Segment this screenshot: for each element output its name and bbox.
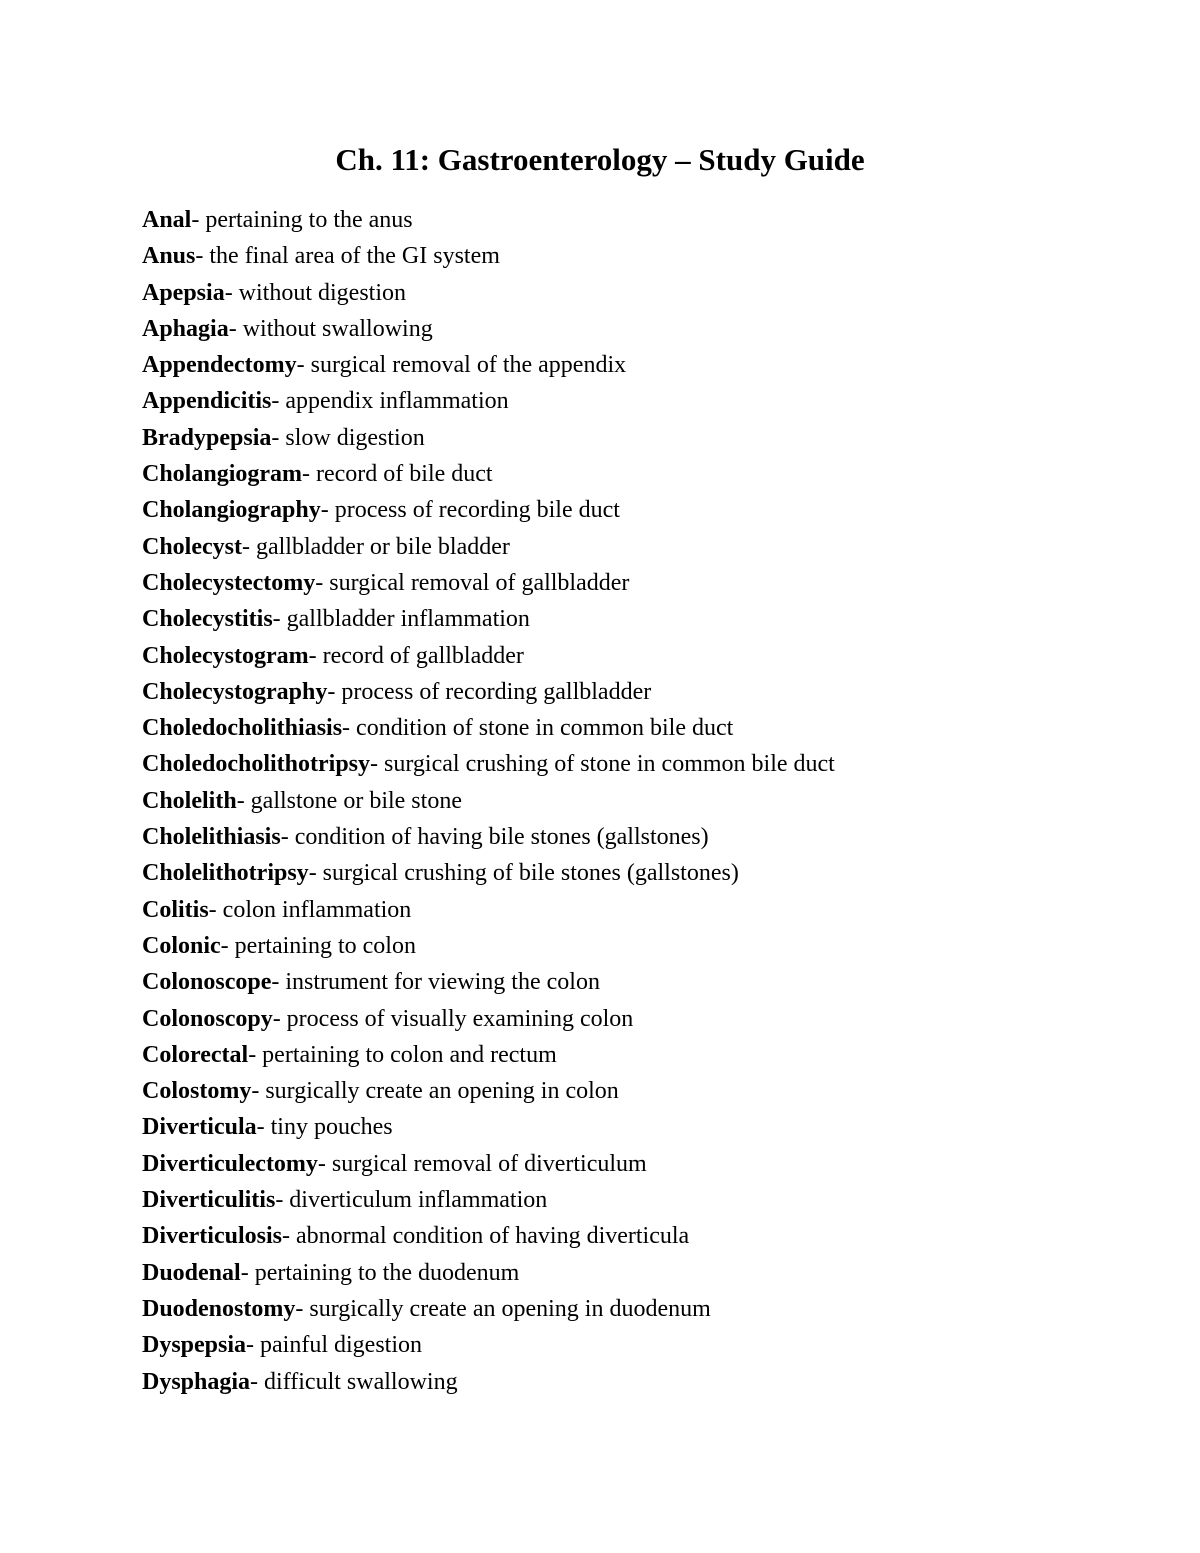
term-entry: [142, 674, 1142, 710]
term-definition: - instrument for viewing the colon: [271, 969, 600, 996]
term-definition: - record of bile duct: [302, 461, 493, 488]
term-entry: [142, 1109, 1142, 1145]
term-definition: - gallbladder or bile bladder: [241, 533, 510, 560]
term-word: Colonoscope: [142, 969, 272, 996]
term-definition: - surgical removal of gallbladder: [315, 569, 630, 596]
term-word: Cholecystitis: [142, 606, 273, 633]
term-entry: [142, 1001, 1142, 1037]
term-word: Colitis: [142, 896, 209, 923]
term-definition: - abnormal condition of having diverticula: [281, 1223, 690, 1250]
term-entry: [142, 1218, 1142, 1254]
term-word: Appendicitis: [142, 388, 272, 415]
term-definition: - condition of having bile stones (gallstones): [280, 824, 709, 851]
term-entry: [142, 311, 1142, 347]
term-entry: [142, 238, 1142, 274]
term-definition: - without swallowing: [228, 315, 433, 342]
term-definition: - gallstone or bile stone: [236, 787, 462, 814]
term-definition: - pertaining to colon and rectum: [248, 1041, 557, 1068]
term-entry: [142, 275, 1142, 311]
term-definition: - appendix inflammation: [271, 388, 509, 415]
term-definition: - condition of stone in common bile duct: [342, 715, 734, 742]
term-definition: - painful digestion: [246, 1332, 422, 1359]
term-definition: - pertaining to the duodenum: [240, 1259, 520, 1286]
term-word: Cholecystography: [142, 678, 328, 705]
term-word: Bradypepsia: [142, 424, 272, 451]
term-entry: [142, 1291, 1142, 1327]
term-word: Diverticula: [142, 1114, 257, 1141]
term-entry: [142, 347, 1142, 383]
term-definition: - process of visually examining colon: [272, 1005, 634, 1032]
term-definition: - without digestion: [224, 279, 407, 306]
term-entry: [142, 855, 1142, 891]
term-word: Dysphagia: [142, 1368, 251, 1395]
term-definition: - surgically create an opening in colon: [251, 1078, 619, 1105]
term-definition: - diverticulum inflammation: [275, 1187, 548, 1214]
term-definition: - process of recording bile duct: [320, 497, 620, 524]
term-word: Diverticulitis: [142, 1187, 276, 1214]
term-word: Colorectal: [142, 1041, 249, 1068]
term-word: Anus: [142, 243, 196, 270]
term-word: Dyspepsia: [142, 1332, 247, 1359]
term-entry: [142, 783, 1142, 819]
term-entry: [142, 456, 1142, 492]
term-word: Diverticulosis: [142, 1223, 282, 1250]
term-entry: [142, 492, 1142, 528]
term-word: Cholelith: [142, 787, 237, 814]
term-entry: [142, 1146, 1142, 1182]
term-entry: [142, 638, 1142, 674]
term-entry: [142, 529, 1142, 565]
term-entry: [142, 710, 1142, 746]
term-definition: - surgically create an opening in duodenum: [295, 1295, 711, 1322]
term-definition: - tiny pouches: [256, 1114, 393, 1141]
term-word: Cholecystectomy: [142, 569, 316, 596]
term-entry: [142, 383, 1142, 419]
term-word: Colonoscopy: [142, 1005, 273, 1032]
term-word: Colonic: [142, 932, 221, 959]
term-word: Cholecystogram: [142, 642, 309, 669]
term-word: Diverticulectomy: [142, 1150, 318, 1177]
term-definition: - surgical crushing of stone in common bile duct: [370, 751, 835, 778]
term-word: Cholelithotripsy: [142, 860, 309, 887]
term-definition: - slow digestion: [271, 424, 425, 451]
term-entry: [142, 819, 1142, 855]
term-definition: - pertaining to the anus: [191, 207, 413, 233]
term-definition: - process of recording gallbladder: [327, 678, 652, 705]
term-word: Choledocholithiasis: [142, 715, 343, 742]
term-word: Appendectomy: [142, 352, 297, 379]
term-entry: [142, 928, 1142, 964]
term-definition: - surgical crushing of bile stones (gallstones): [308, 860, 739, 887]
term-definition: - surgical removal of diverticulum: [317, 1150, 647, 1177]
term-word: Cholangiogram: [142, 461, 303, 488]
term-word: Colostomy: [142, 1078, 252, 1105]
term-entry: [142, 1182, 1142, 1218]
term-definition: - colon inflammation: [208, 896, 412, 923]
term-entry: [142, 601, 1142, 637]
term-word: Cholelithiasis: [142, 824, 281, 851]
term-entry: [142, 892, 1142, 928]
term-entry: [142, 746, 1142, 782]
term-entry: [142, 1327, 1142, 1363]
term-entry: [142, 1073, 1142, 1109]
term-entry: [142, 565, 1142, 601]
term-word: Choledocholithotripsy: [142, 751, 371, 778]
term-word: Anal: [142, 207, 192, 233]
term-word: Duodenostomy: [142, 1295, 296, 1322]
term-definition: - surgical removal of the appendix: [296, 352, 627, 379]
term-definition: - record of gallbladder: [308, 642, 524, 669]
page-title: Ch. 11: Gastroenterology – Study Guide: [335, 142, 865, 177]
term-list: [142, 202, 1142, 1400]
term-entry: [142, 420, 1142, 456]
term-definition: - difficult swallowing: [250, 1368, 458, 1395]
term-entry: [142, 202, 1142, 238]
term-word: Duodenal: [142, 1259, 241, 1286]
term-definition: - gallbladder inflammation: [272, 606, 530, 633]
term-word: Cholecyst: [142, 533, 242, 560]
term-entry: [142, 1255, 1142, 1291]
term-word: Apepsia: [142, 279, 225, 306]
term-definition: - pertaining to colon: [220, 932, 416, 959]
term-word: Cholangiography: [142, 497, 321, 524]
term-entry: [142, 1037, 1142, 1073]
term-definition: - the final area of the GI system: [195, 243, 500, 270]
term-entry: [142, 1364, 1142, 1400]
term-word: Aphagia: [142, 315, 229, 342]
term-entry: [142, 964, 1142, 1000]
